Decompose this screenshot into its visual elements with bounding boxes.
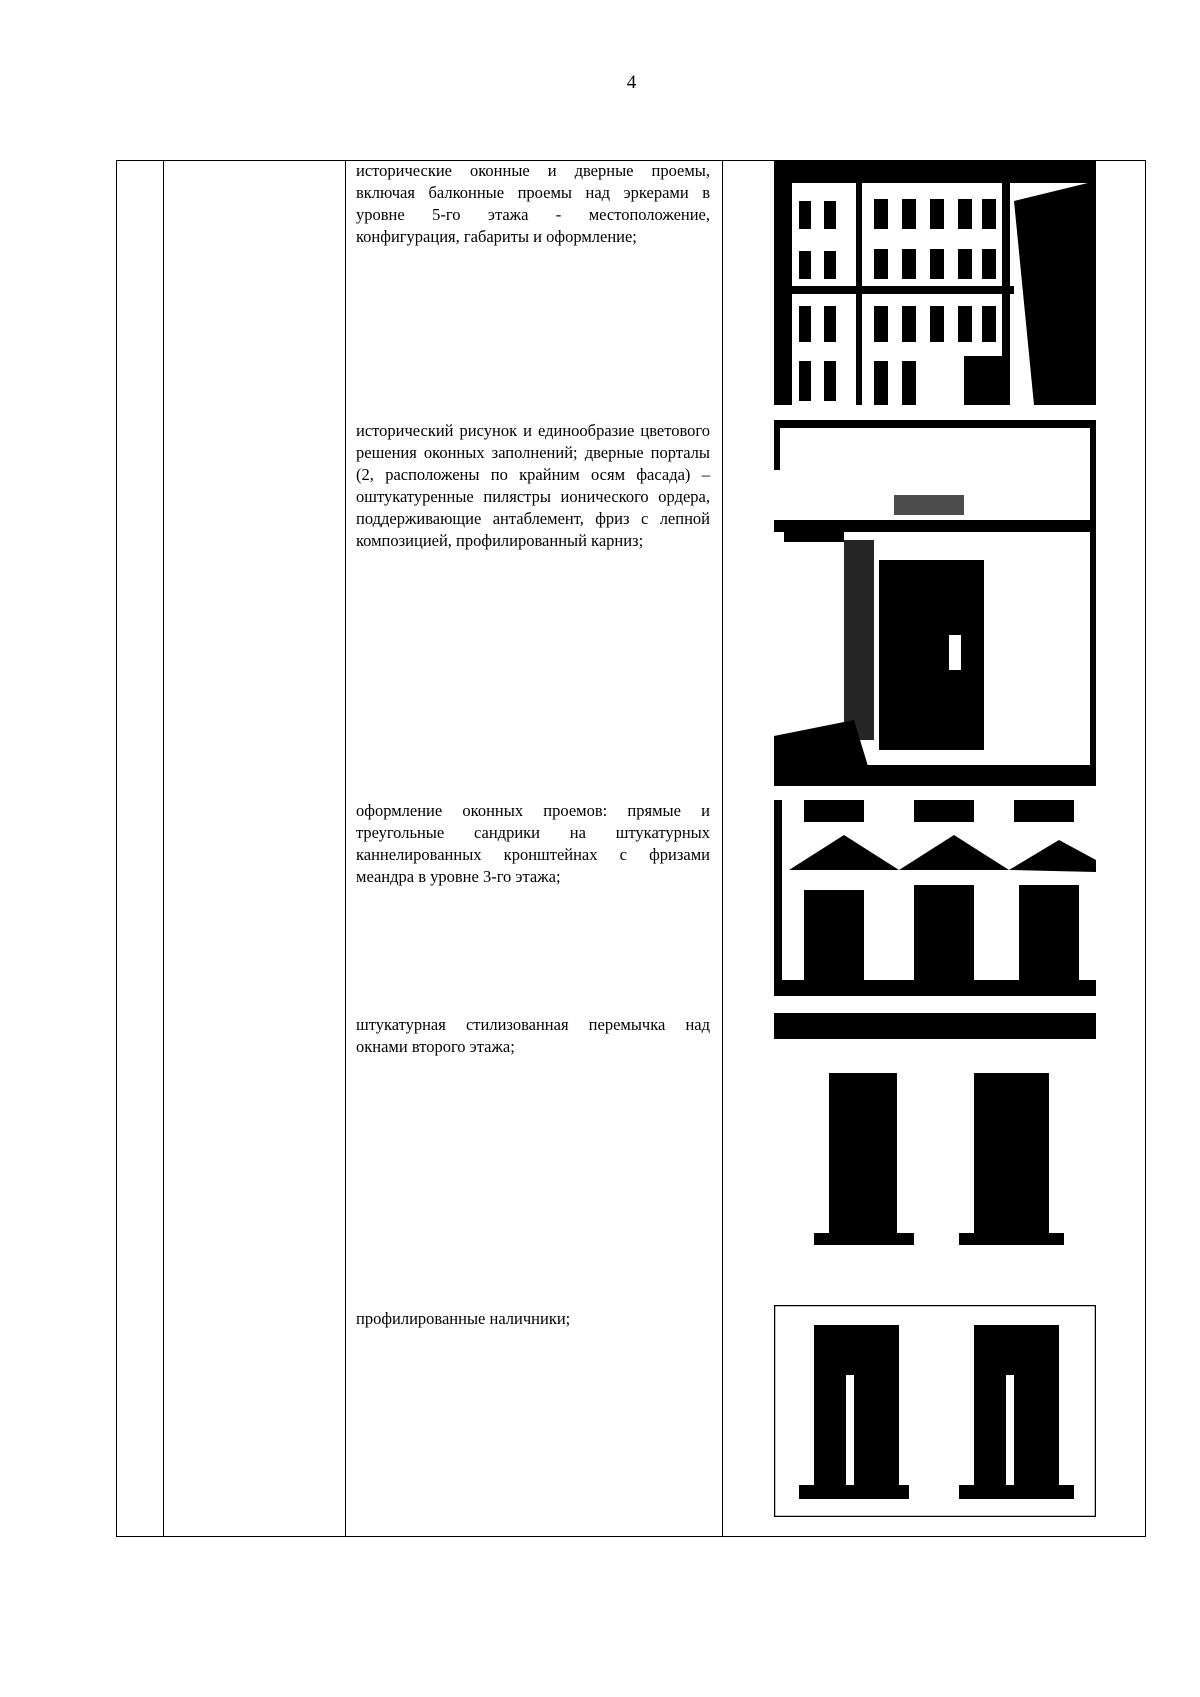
row-text: исторические оконные и дверные проемы, включая балконные проемы над эркерами в уровне 5-го этажа - местоположение, конфигурация, габариты и оформление; <box>356 161 710 246</box>
text-window-frames <box>356 1308 710 1330</box>
door-portal-photo <box>774 420 1096 786</box>
window-frames-photo <box>774 1305 1096 1517</box>
column-divider-3 <box>722 161 723 1536</box>
column-divider-2 <box>345 161 346 1536</box>
row-text: штукатурная стилизованная перемычка над окнами второго этажа; <box>356 1015 710 1056</box>
row-text: исторический рисунок и единообразие цветового решения оконных заполнений; дверные порталы (2, расположены по крайним осям фасада) – оштукатуренные пилястры ионического ордера, поддерживающие антаблемент, фриз с лепной композицией, профилированный карниз; <box>356 421 710 550</box>
window-lintel-photo <box>774 1013 1096 1268</box>
text-window-pediments <box>356 800 710 888</box>
window-pediments-photo <box>774 800 1096 996</box>
row-text: профилированные наличники; <box>356 1309 571 1328</box>
text-window-door-portals <box>356 420 710 552</box>
column-divider-1 <box>163 161 164 1536</box>
text-window-lintel <box>356 1014 710 1058</box>
row-text: оформление оконных проемов: прямые и треугольные сандрики на штукатурных каннелированных кронштейнах с фризами меандра в уровне 3-го этажа; <box>356 801 710 886</box>
facade-photo <box>774 161 1096 405</box>
text-facade-openings <box>356 160 710 248</box>
page-number: 4 <box>626 72 637 93</box>
